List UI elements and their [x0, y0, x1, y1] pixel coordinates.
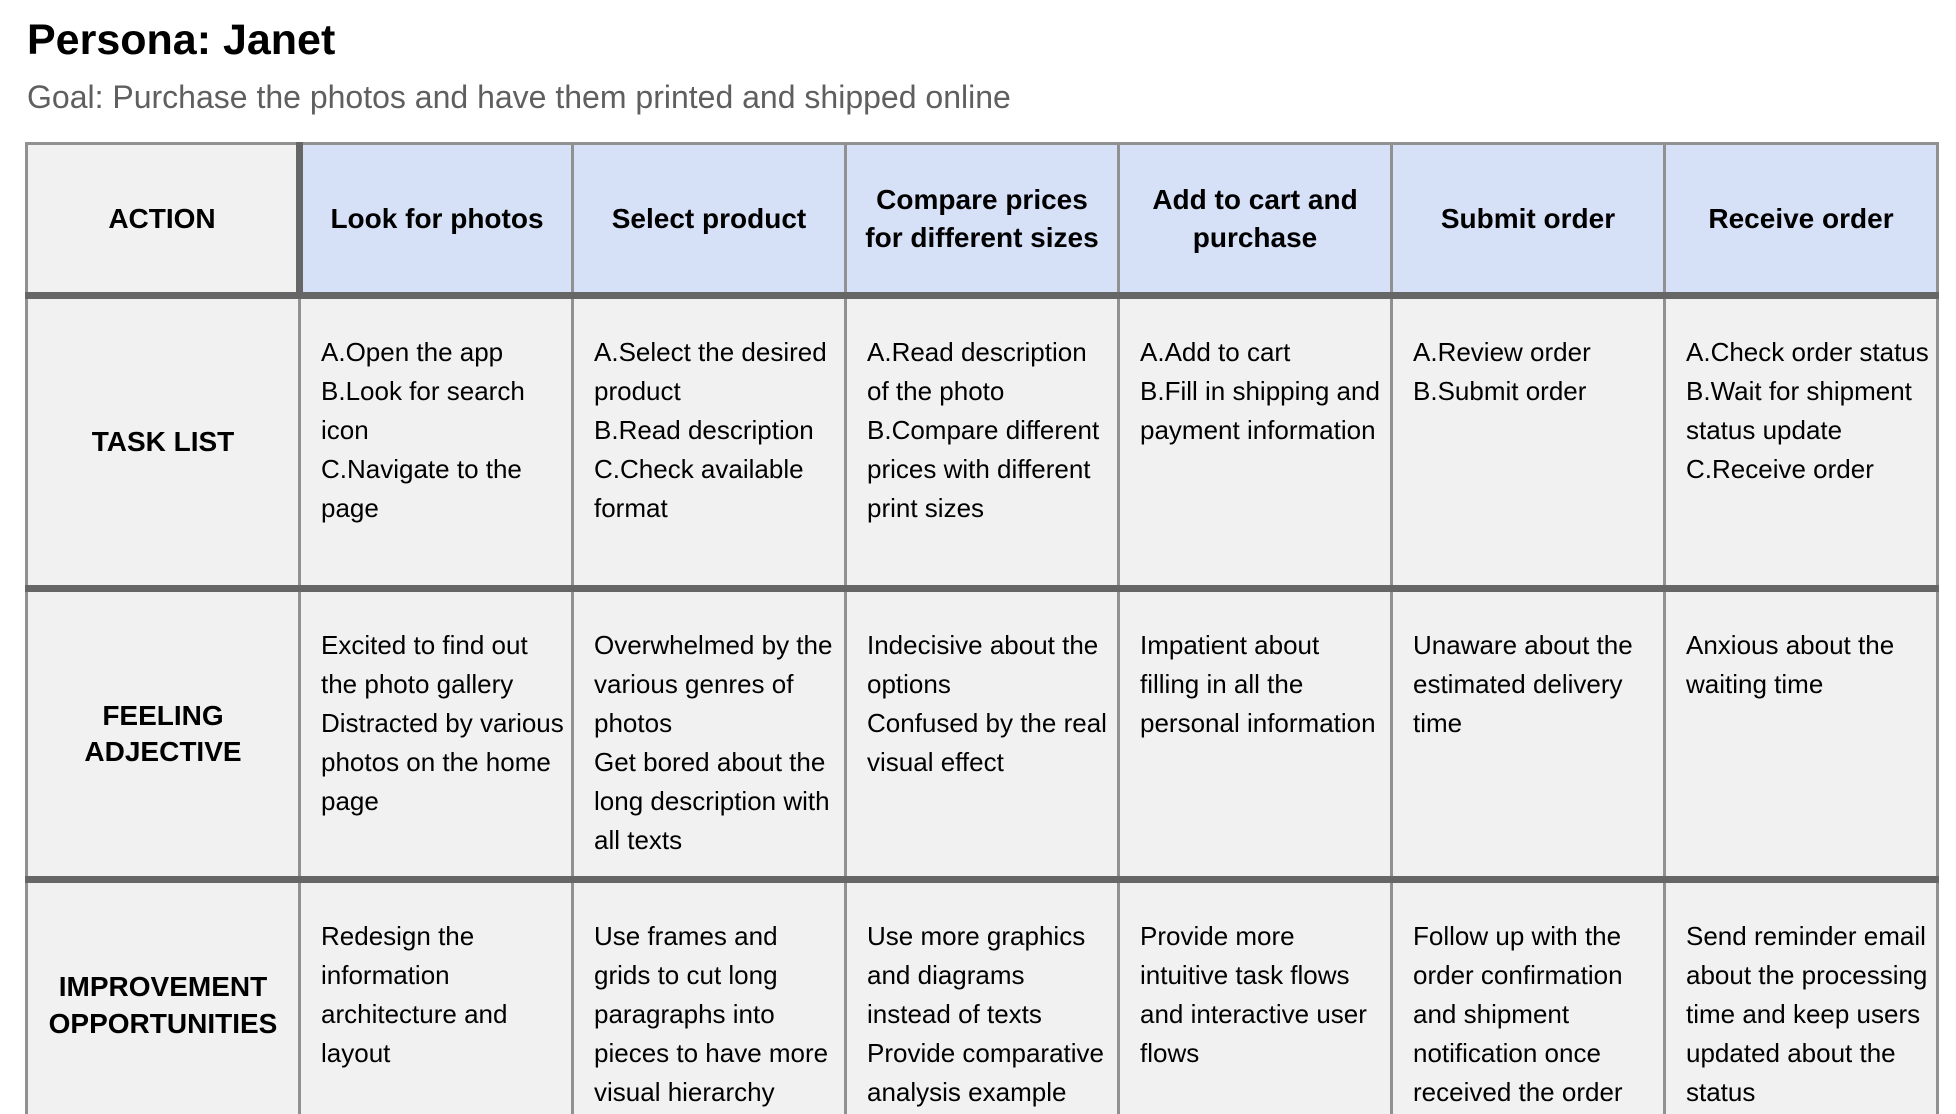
column-header-select-product: Select product [573, 144, 846, 296]
journey-cell [846, 296, 1119, 589]
cell-line: Anxious about the waiting time [1686, 630, 1895, 700]
journey-cell [300, 296, 573, 589]
cell-line: B.Wait for shipment status update [1686, 376, 1912, 446]
journey-cell [1392, 589, 1665, 880]
journey-cell [1665, 589, 1938, 880]
page-title: Persona: Janet [27, 16, 336, 64]
cell-line: Unaware about the estimated delivery time [1413, 630, 1633, 739]
cell-line: B.Compare different prices with different print sizes [867, 415, 1100, 524]
column-header-look-for-photos: Look for photos [300, 144, 573, 296]
cell-line: A.Read description of the photo [867, 337, 1087, 407]
cell-line: Follow up with the order confirmation and shipment notification once received the order [1413, 921, 1623, 1108]
journey-cell [846, 880, 1119, 1114]
page-goal-subtitle: Goal: Purchase the photos and have them printed and shipped online [27, 79, 1011, 116]
cell-line: Redesign the information architecture and layout [321, 921, 508, 1069]
cell-line: A.Select the desired product [594, 337, 827, 407]
cell-line: A.Open the app [321, 337, 504, 368]
cell-line: Indecisive about the options [867, 630, 1099, 700]
cell-line: A.Check order status [1686, 337, 1929, 368]
journey-cell [1119, 296, 1392, 589]
cell-line: Get bored about the long description with all texts [594, 747, 830, 856]
journey-cell [1392, 880, 1665, 1114]
journey-cell [1665, 880, 1938, 1114]
row-label-feeling-adjective: FEELING ADJECTIVE [27, 589, 300, 880]
table-row-feeling-adjective [27, 589, 1938, 880]
cell-line: B.Read description [594, 415, 814, 446]
cell-line: Provide more intuitive task flows and interactive user flows [1140, 921, 1367, 1069]
journey-cell [1119, 589, 1392, 880]
cell-line: Send reminder email about the processing time and keep users updated about the status [1686, 921, 1928, 1108]
cell-line: C.Check available format [594, 454, 804, 524]
journey-table-body [27, 296, 1938, 1114]
journey-cell [846, 589, 1119, 880]
cell-line: A.Add to cart [1140, 337, 1291, 368]
cell-line: A.Review order [1413, 337, 1591, 368]
column-header-compare-prices-for-different-sizes: Compare prices for different sizes [846, 144, 1119, 296]
journey-cell [573, 880, 846, 1114]
cell-line: Use frames and grids to cut long paragraphs into pieces to have more visual hierarchy [594, 921, 829, 1108]
row-label-improvement-opportunities: IMPROVEMENT OPPORTUNITIES [27, 880, 300, 1114]
cell-line: Excited to find out the photo gallery [321, 630, 528, 700]
table-row-task-list [27, 296, 1938, 589]
cell-line: B.Look for search icon [321, 376, 525, 446]
cell-line: C.Receive order [1686, 454, 1874, 485]
journey-cell [300, 880, 573, 1114]
column-header-receive-order: Receive order [1665, 144, 1938, 296]
header-row [27, 144, 1938, 296]
journey-table-head [27, 144, 1938, 296]
table-row-improvement-opportunities [27, 880, 1938, 1114]
cell-line: Confused by the real visual effect [867, 708, 1107, 778]
corner-header-action: ACTION [27, 144, 300, 296]
cell-line: Impatient about filling in all the personal information [1140, 630, 1376, 739]
cell-line: Overwhelmed by the various genres of photos [594, 630, 833, 739]
cell-line: B.Fill in shipping and payment information [1140, 376, 1380, 446]
cell-line: Use more graphics and diagrams instead of texts [867, 921, 1086, 1030]
cell-line: C.Navigate to the page [321, 454, 522, 524]
journey-cell [1119, 880, 1392, 1114]
row-label-task-list: TASK LIST [27, 296, 300, 589]
journey-table [25, 142, 1939, 1114]
journey-cell [1665, 296, 1938, 589]
journey-cell [573, 296, 846, 589]
column-header-submit-order: Submit order [1392, 144, 1665, 296]
journey-cell [1392, 296, 1665, 589]
journey-cell [300, 589, 573, 880]
cell-line: Provide comparative analysis example [867, 1038, 1104, 1108]
cell-line: B.Submit order [1413, 376, 1587, 407]
column-header-add-to-cart-and-purchase: Add to cart and purchase [1119, 144, 1392, 296]
journey-cell [573, 589, 846, 880]
cell-line: Distracted by various photos on the home page [321, 708, 564, 817]
